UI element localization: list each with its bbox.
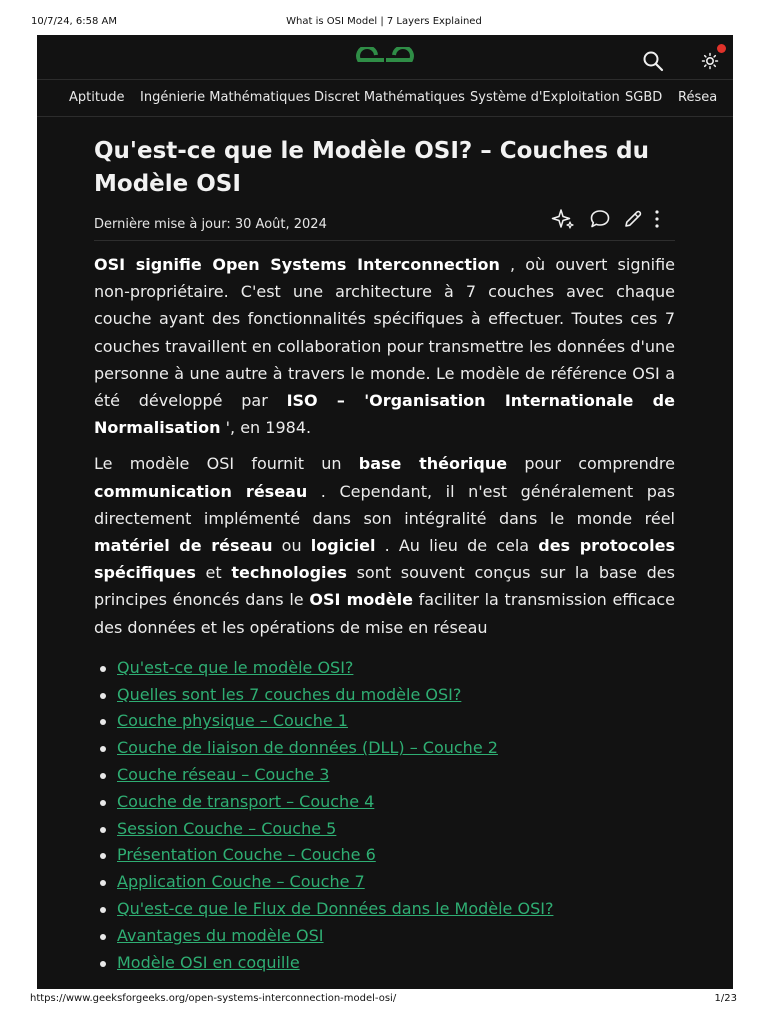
list-item (94, 682, 675, 709)
list-item (94, 735, 675, 762)
nav-item-aptitude[interactable]: Aptitude (69, 90, 125, 105)
toc-link[interactable]: Avantages du modèle OSI (117, 925, 324, 945)
text-segment: pour comprendre (507, 454, 675, 474)
text-segment: Le modèle OSI fournit un (94, 454, 359, 474)
toc-link[interactable]: Couche de transport – Couche 4 (117, 791, 375, 811)
bold-iso: ISO – 'Organisation Internationale de Normalisation (94, 391, 675, 438)
comment-icon[interactable] (588, 207, 612, 231)
notification-dot (717, 44, 726, 53)
page-frame (37, 35, 733, 989)
article-meta (94, 207, 675, 241)
list-item (94, 816, 675, 843)
text-segment: faciliter la transmission efficace des données et les opérations de mise en réseau (94, 590, 676, 637)
text-segment: . Au lieu de cela (375, 536, 539, 556)
print-doc-title: What is OSI Model | 7 Layers Explained (286, 16, 482, 27)
header (37, 35, 733, 80)
list-item (94, 789, 675, 816)
toc-link[interactable]: Couche physique – Couche 1 (117, 711, 348, 731)
toc-link[interactable]: Session Couche – Couche 5 (117, 818, 337, 838)
list-item (94, 762, 675, 789)
text-segment: , où ouvert signifie non-propriétaire. C'est une architecture à 7 couches avec chaque couche ayant des fonctionnalités spécifiques à effectuer. Toutes ces 7 couches travaillent en collaboration pour transmettre les données d'une personne à une autre à travers le monde. Le modèle de référence OSI a été développé par (94, 255, 675, 411)
list-item (94, 842, 675, 869)
table-of-contents (94, 655, 675, 977)
toc-link[interactable]: Application Couche – Couche 7 (117, 872, 365, 892)
text-segment: sont souvent conçus sur la base des principes énoncés dans le (94, 563, 675, 610)
print-page-number: 1/23 (714, 993, 737, 1004)
text-segment: ', en 1984. (220, 418, 312, 438)
print-url: https://www.geeksforgeeks.org/open-systems-interconnection-model-osi/ (30, 993, 397, 1004)
list-item (94, 950, 675, 977)
sparkle-icon[interactable] (551, 207, 575, 231)
bold-term: des protocoles spécifiques (94, 536, 676, 583)
list-item (94, 708, 675, 735)
text-segment: et (195, 563, 232, 583)
toc-link[interactable]: Quelles sont les 7 couches du modèle OSI? (117, 684, 462, 704)
bold-term: base théorique (358, 454, 508, 474)
toc-link[interactable]: Couche de liaison de données (DLL) – Couche 2 (117, 738, 498, 758)
bold-term: communication réseau (94, 481, 308, 501)
list-item (94, 655, 675, 682)
bold-term: OSI modèle (309, 590, 413, 610)
list-item (94, 869, 675, 896)
toc-link[interactable]: Qu'est-ce que le modèle OSI? (117, 657, 354, 677)
more-vertical-icon[interactable] (645, 207, 669, 231)
context-paragraph (94, 450, 675, 640)
pencil-icon[interactable] (621, 207, 645, 231)
nav-item-discret-mathematiques[interactable]: Discret Mathématiques (314, 90, 465, 105)
toc-link[interactable]: Présentation Couche – Couche 6 (117, 845, 376, 865)
toc-link[interactable]: Couche réseau – Couche 3 (117, 765, 330, 785)
text-segment: ou (272, 536, 311, 556)
topic-nav (37, 81, 733, 117)
gfg-logo-icon[interactable] (355, 47, 415, 73)
bold-term: technologies (231, 563, 347, 583)
text-segment: . Cependant, il n'est généralement pas directement implémenté dans son intégralité dans le monde réel (94, 481, 675, 528)
bold-term: logiciel (310, 536, 376, 556)
list-item (94, 923, 675, 950)
page-title: Qu'est-ce que le Modèle OSI? – Couches du Modèle OSI (94, 138, 649, 197)
nav-item-ingenierie-mathematiques[interactable]: Ingénierie Mathématiques (140, 90, 311, 105)
last-updated: Dernière mise à jour: 30 Août, 2024 (94, 217, 327, 232)
toc-link[interactable]: Modèle OSI en coquille (117, 952, 300, 972)
toc-link[interactable]: Qu'est-ce que le Flux de Données dans le Modèle OSI? (117, 899, 554, 919)
nav-item-systeme-exploitation[interactable]: Système d'Exploitation (470, 90, 620, 105)
print-header (0, 16, 768, 30)
print-footer (0, 993, 768, 1007)
nav-item-sgbd[interactable]: SGBD (625, 90, 663, 105)
intro-paragraph (94, 251, 675, 441)
bold-osi-definition: OSI signifie Open Systems Interconnection (94, 255, 500, 274)
list-item (94, 896, 675, 923)
nav-item-reseau[interactable]: Résea (678, 90, 718, 105)
bold-term: matériel de réseau (94, 536, 273, 556)
search-icon[interactable] (641, 49, 665, 73)
article (94, 135, 675, 976)
print-datetime: 10/7/24, 6:58 AM (31, 16, 118, 27)
